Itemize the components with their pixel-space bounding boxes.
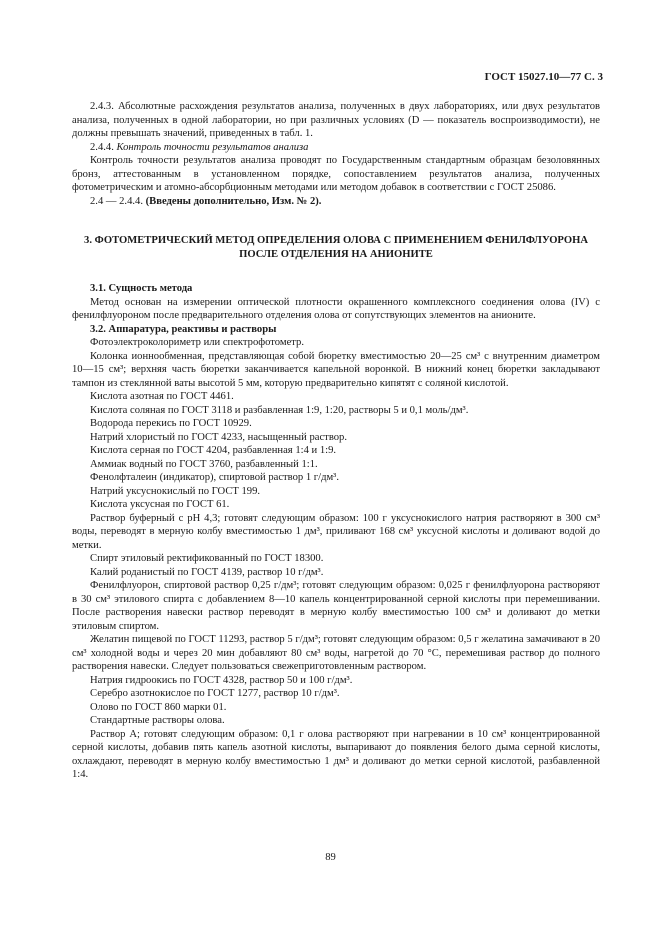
section-3-title: 3. ФОТОМЕТРИЧЕСКИЙ МЕТОД ОПРЕДЕЛЕНИЯ ОЛОВА С ПРИМЕНЕНИЕМ ФЕНИЛФЛУОРОНА ПОСЛЕ ОТДЕЛЕНИЯ НА АНИОНИТЕ (84, 235, 588, 260)
reagent-item: Натрий уксуснокислый по ГОСТ 199. (90, 485, 261, 497)
reagent-item: Фотоэлектроколориметр или спектрофотометр. (90, 337, 304, 348)
reagent-item: Калий роданистый по ГОСТ 4139, раствор 10 г/дм³. (90, 566, 324, 578)
heading-2-4-4 (72, 141, 600, 155)
reagent-item: Фенилфлуорон, спиртовой раствор 0,25 г/дм³; готовят следующим образом: 0,025 г фенилфлуорона растворяют в 30 см³ этилового спирта с добавлением 8—10 капель концентрированной серной кислоты при перемешивании. После растворения навески раствор переводят в мерную колбу вместимостью 100 см³ и доливают до метки этиловым спиртом. (72, 580, 600, 632)
amendment-note (72, 195, 600, 209)
document-header: ГОСТ 15027.10—77 С. 3 (484, 71, 603, 83)
reagent-item: Кислота серная по ГОСТ 4204, разбавленная 1:4 и 1:9. (90, 445, 337, 456)
document-body (72, 100, 600, 782)
clause-title: Контроль точности результатов анализа (116, 141, 309, 153)
reagent-item: Водорода перекись по ГОСТ 10929. (90, 418, 252, 429)
reagent-item: Олово по ГОСТ 860 марки 01. (90, 701, 227, 713)
paragraph-2-4-4: Контроль точности результатов анализа проводят по Государственным стандартным образцам безоловянных бронз, аттестованным в установленном порядке, сопоставлением результатов анализа, полученных фотометрическим и атомно-абсорбционным методами или методом добавок в соответствии с ГОСТ 25086. (72, 155, 600, 193)
subsection-3-1-text: Метод основан на измерении оптической плотности окрашенного комплексного соединения олова (IV) с фенилфлуороном после предварительного отделения олова от сопутствующих элементов на анионите. (72, 296, 600, 321)
clause-number: 2.4.4. (90, 141, 114, 153)
reagent-item: Натрия гидроокись по ГОСТ 4328, раствор 50 и 100 г/дм³. (90, 674, 353, 686)
paragraph-2-4-3: 2.4.3. Абсолютные расхождения результатов анализа, полученных в двух лабораториях, или двух результатов анализа, полученных в одной лаборатории, но при различных условиях (D — показатель воспроизводимости), не должны превышать значений, приведенных в табл. 1. (72, 101, 600, 139)
reagent-item: Аммиак водный по ГОСТ 3760, разбавленный 1:1. (90, 458, 318, 470)
reagent-item: Стандартные растворы олова. (90, 715, 225, 726)
page-number: 89 (325, 852, 336, 863)
reagent-item: Кислота соляная по ГОСТ 3118 и разбавленная 1:9, 1:20, растворы 5 и 0,1 моль/дм³. (90, 404, 469, 416)
reagent-item: Кислота уксусная по ГОСТ 61. (90, 499, 230, 510)
reagent-item: Кислота азотная по ГОСТ 4461. (90, 391, 234, 402)
reagent-item: Спирт этиловый ректификованный по ГОСТ 18300. (90, 553, 324, 564)
reagent-item: Желатин пищевой по ГОСТ 11293, раствор 5 г/дм³; готовят следующим образом: 0,5 г желатина замачивают в 20 см³ холодной воды и через 20 мин добавляют 80 см³ воды, нагретой до 70 °С, перемешивая раствор до полного растворения навески. Следует пользоваться свежеприготовленным раствором. (72, 634, 600, 672)
reagent-item: Серебро азотнокислое по ГОСТ 1277, раствор 10 г/дм³. (90, 688, 340, 699)
reagent-item: Раствор буферный с рН 4,3; готовят следующим образом: 100 г уксуснокислого натрия растворяют в 300 см³ воды, переводят в мерную колбу вместимостью 1 дм³, приливают 168 см³ уксусной кислоты и доливают водой до метки. (72, 512, 600, 551)
reagent-item: Колонка ионнообменная, представляющая собой бюретку вместимостью 20—25 см³ с внутренним диаметром 10—15 см³; верхняя часть бюретки заканчивается капельной воронкой. В нижний конец бюретки закладывают тампон из стеклянной ваты высотой 5 мм, которую предварительно кипятят с соляной кислотой. (72, 350, 600, 389)
reagent-item: Натрий хлористый по ГОСТ 4233, насыщенный раствор. (90, 431, 347, 443)
subsection-3-2-title: 3.2. Аппаратура, реактивы и растворы (90, 323, 277, 335)
amendment-text: (Введены дополнительно, Изм. № 2). (145, 195, 322, 207)
amendment-range: 2.4 — 2.4.4. (90, 195, 143, 207)
reagent-item: Фенолфталеин (индикатор), спиртовой раствор 1 г/дм³. (90, 472, 340, 483)
subsection-3-1-title: 3.1. Сущность метода (90, 283, 193, 294)
reagent-item: Раствор А; готовят следующим образом: 0,1 г олова растворяют при нагревании в 10 см³ концентрированной серной кислоты, добавив пять капель азотной кислоты, выпаривают до появления белого дыма серной кислоты, охлаждают, переводят в мерную колбу вместимостью 1 дм³ и доливают до метки серной кислотой, разбавленной 1:4. (72, 728, 600, 780)
